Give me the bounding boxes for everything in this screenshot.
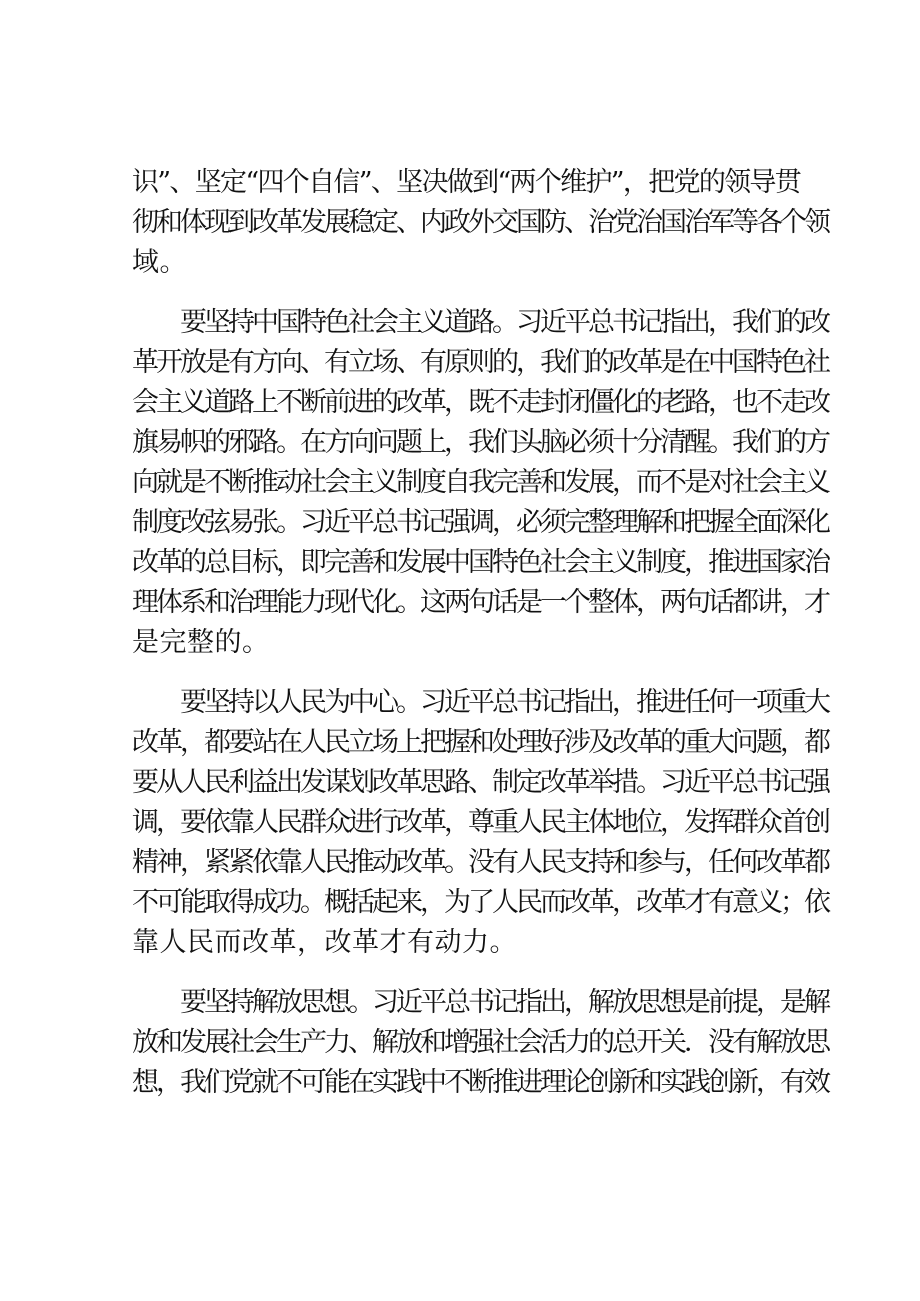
text-line: 靠人民而改革，改革才有动力。 (132, 927, 517, 958)
text-line: 调，要依靠人民群众进行改革，尊重人民主体地位，发挥群众首创 (132, 807, 828, 838)
text-line: 不可能取得成功。概括起来，为了人民而改革，改革才有意义；依 (132, 887, 828, 918)
text-line: 旗易帜的邪路。在方向问题上，我们头脑必须十分清醒。我们的方 (132, 427, 828, 458)
text-line: 放和发展社会生产力、解放和增强社会活力的总开关．没有解放思 (132, 1027, 828, 1058)
text-line: 要从人民利益出发谋划改革思路、制定改革举措。习近平总书记强 (132, 767, 828, 798)
paragraph (132, 303, 828, 663)
text-line: 革开放是有方向、有立场、有原则的，我们的改革是在中国特色社 (132, 347, 828, 378)
text-line: 是完整的。 (132, 627, 270, 658)
paragraph (132, 983, 828, 1103)
document-body (132, 163, 828, 1103)
text-line: 向就是不断推动社会主义制度自我完善和发展，而不是对社会主义 (132, 467, 828, 498)
paragraph (132, 163, 828, 283)
text-line: 要坚持以人民为中心。习近平总书记指出，推进任何一项重大 (132, 687, 828, 718)
text-line: 改革的总目标，即完善和发展中国特色社会主义制度，推进国家治 (132, 547, 828, 578)
text-line: 彻和体现到改革发展稳定、内政外交国防、治党治国治军等各个领 (132, 207, 828, 238)
text-line: 精神，紧紧依靠人民推动改革。没有人民支持和参与，任何改革都 (132, 847, 828, 878)
text-line: 理体系和治理能力现代化。这两句话是一个整体，两句话都讲，才 (132, 587, 828, 618)
text-line: 识”、坚定“四个自信”、坚决做到“两个维护”，把党的领导贯 (132, 167, 800, 198)
text-line: 想，我们党就不可能在实践中不断推进理论创新和实践创新，有效 (132, 1067, 828, 1098)
text-line: 改革，都要站在人民立场上把握和处理好涉及改革的重大问题，都 (132, 727, 828, 758)
text-line: 要坚持解放思想。习近平总书记指出，解放思想是前提，是解 (132, 987, 828, 1018)
text-line: 制度改弦易张。习近平总书记强调，必须完整理解和把握全面深化 (132, 507, 828, 538)
text-line: 会主义道路上不断前进的改革，既不走封闭僵化的老路，也不走改 (132, 387, 828, 418)
text-line: 要坚持中国特色社会主义道路。习近平总书记指出，我们的改 (132, 307, 828, 338)
paragraph (132, 683, 828, 963)
text-line: 域。 (132, 247, 187, 278)
